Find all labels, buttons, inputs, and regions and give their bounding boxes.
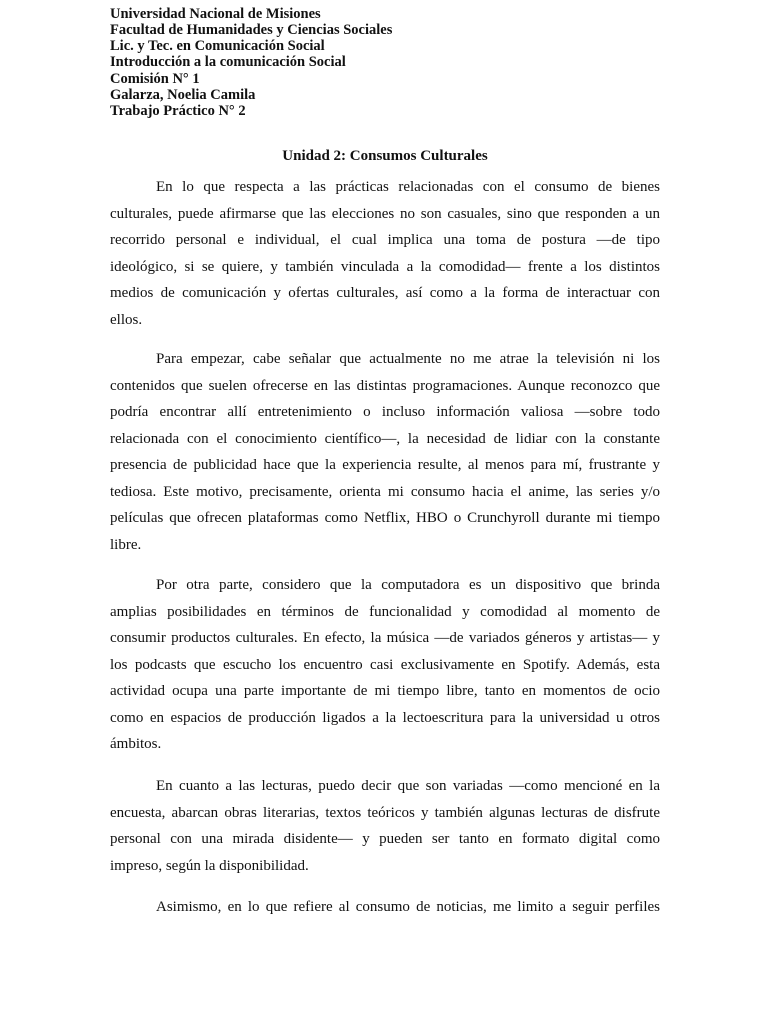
header-line-faculty: Facultad de Humanidades y Ciencias Sociales bbox=[110, 22, 393, 38]
paragraph-line: ellos. bbox=[110, 311, 143, 328]
paragraph-line: tediosa. Este motivo, precisamente, orienta mi consumo hacia el anime, las series y/o bbox=[110, 483, 660, 500]
paragraph-line: consumir productos culturales. En efecto, la música —de variados géneros y artistas— y bbox=[110, 630, 660, 646]
header-line-degree: Lic. y Tec. en Comunicación Social bbox=[110, 38, 325, 54]
paragraph-line: relacionada con el conocimiento científico—, la necesidad de lidiar con la constante bbox=[110, 430, 660, 447]
paragraph-line: actividad ocupa una parte importante de mi tiempo libre, tanto en momentos de ocio bbox=[110, 683, 660, 699]
header-line-course: Introducción a la comunicación Social bbox=[110, 54, 346, 70]
paragraph-line: contenidos que suelen ofrecerse en las distintas programaciones. Aunque reconozco que bbox=[110, 377, 660, 394]
paragraph-line: ámbitos. bbox=[110, 736, 162, 752]
paragraph-line: ideológico, si se quiere, y también vinculada a la comodidad— frente a los distintos bbox=[110, 258, 660, 275]
paragraph-line: culturales, puede afirmarse que las elecciones no son casuales, sino que responden a un bbox=[110, 205, 660, 222]
paragraph-line: como en espacios de producción ligados a la lectoescritura para la universidad u otros bbox=[110, 709, 660, 726]
paragraph-line: Para empezar, cabe señalar que actualmente no me atrae la televisión ni los bbox=[156, 351, 660, 367]
paragraph-line: recorrido personal e individual, el cual implica una toma de postura —de tipo bbox=[110, 232, 660, 248]
paragraph-line: Por otra parte, considero que la computadora es un dispositivo que brinda bbox=[156, 577, 660, 593]
document-title: Unidad 2: Consumos Culturales bbox=[282, 148, 488, 164]
paragraph-line: amplias posibilidades en términos de funcionalidad y comodidad al momento de bbox=[110, 603, 660, 620]
paragraph-line: En cuanto a las lecturas, puedo decir que son variadas —como mencioné en la bbox=[156, 778, 660, 794]
header-line-author: Galarza, Noelia Camila bbox=[110, 87, 256, 103]
header-line-commission: Comisión N° 1 bbox=[110, 71, 200, 87]
paragraph-line: En lo que respecta a las prácticas relacionadas con el consumo de bienes bbox=[156, 179, 660, 195]
paragraph-line: impreso, según la disponibilidad. bbox=[110, 857, 309, 874]
paragraph-line: presencia de publicidad hace que la experiencia resulte, al menos para mí, frustrante y bbox=[110, 457, 660, 473]
paragraph-line: medios de comunicación y ofertas culturales, así como a la forma de interactuar con bbox=[110, 285, 660, 301]
header-line-assignment: Trabajo Práctico N° 2 bbox=[110, 103, 246, 119]
paragraph-line: los podcasts que escucho los encuentro casi exclusivamente en Spotify. Además, esta bbox=[110, 656, 660, 673]
header-line-university: Universidad Nacional de Misiones bbox=[110, 6, 321, 22]
paragraph-line: encuesta, abarcan obras literarias, textos teóricos y también algunas lecturas de disfrute bbox=[110, 804, 660, 821]
paragraph-line: Asimismo, en lo que refiere al consumo de noticias, me limito a seguir perfiles bbox=[156, 899, 660, 915]
paragraph-line: personal con una mirada disidente— y pueden ser tanto en formato digital como bbox=[110, 831, 660, 847]
paragraph-line: películas que ofrecen plataformas como Netflix, HBO o Crunchyroll durante mi tiempo bbox=[110, 510, 660, 526]
paragraph-line: libre. bbox=[110, 536, 142, 553]
paragraph-line: podría encontrar allí entretenimiento o incluso información valiosa —sobre todo bbox=[110, 404, 660, 420]
